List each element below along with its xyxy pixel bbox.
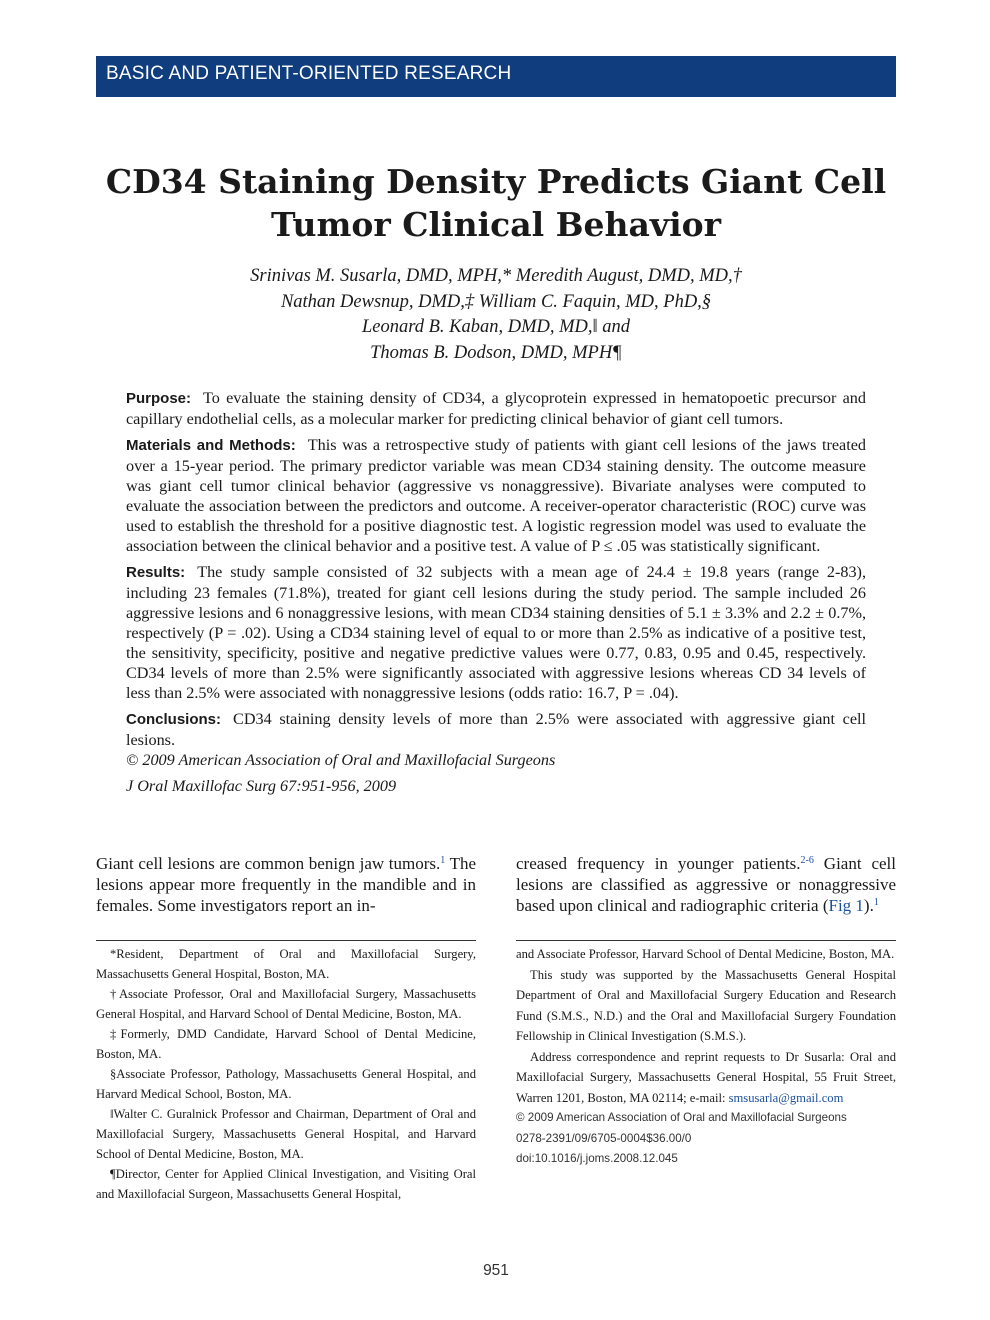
body-right-text-3: ). <box>863 896 874 915</box>
reference-link[interactable]: 1 <box>440 855 446 866</box>
footnote: §Associate Professor, Pathology, Massachusetts General Hospital, and Harvard Medical School, Boston, MA. <box>96 1067 476 1101</box>
figure-link[interactable]: Fig 1 <box>828 896 864 915</box>
body-column-left <box>96 853 476 916</box>
footnote-copyright: © 2009 American Association of Oral and Maxillofacial Surgeons <box>516 1111 847 1124</box>
section-banner-label: BASIC AND PATIENT-ORIENTED RESEARCH <box>106 63 512 84</box>
author-line-3: Leonard B. Kaban, DMD, MD,‖ and <box>361 317 631 337</box>
correspondence-text: Address correspondence and reprint requests to Dr Susarla: Oral and Maxillofacial Surgery, Massachusetts General Hospital, 55 Fruit Street, Warren 1201, Boston, MA 02114; e-mail: <box>516 1049 896 1105</box>
body-paragraph-left <box>96 853 476 916</box>
footnote-divider-right <box>516 940 896 941</box>
reference-link[interactable]: 2-6 <box>800 855 814 866</box>
body-left-text: Giant cell lesions are common benign jaw tumors. <box>96 854 441 873</box>
author-line-2: Nathan Dewsnup, DMD,‡ William C. Faquin, MD, PhD,§ <box>280 291 712 312</box>
footnote: †Associate Professor, Oral and Maxillofacial Surgery, Massachusetts General Hospital, and Harvard School of Dental Medicine, Boston, MA. <box>96 987 476 1021</box>
author-line-1: Srinivas M. Susarla, DMD, MPH,* Meredith August, DMD, MD,† <box>250 266 742 286</box>
conclusions-text: CD34 staining density levels of more than 2.5% were associated with aggressive giant cell lesions. <box>126 710 866 749</box>
author-list <box>96 264 896 366</box>
section-banner <box>96 56 896 97</box>
article-title-line-2: Tumor Clinical Behavior <box>270 205 722 244</box>
body-paragraph-right <box>516 853 896 916</box>
results-text: The study sample consisted of 32 subjects with a mean age of 24.4 ± 19.8 years (range 2-83), including 23 females (71.8%), treated for giant cell lesions during the study period. The sample included 26 aggressive lesions and 6 nonaggressive lesions, with mean CD34 staining densities of 5.1 ± 3.3% and 2.2 ± 0.7%, respectively (P = .02). Using a CD34 staining level of equal to or more than 2.5% as indicative of a positive test, the sensitivity, specificity, positive and negative predictive values were 0.77, 0.83, 0.95 and 0.45, respectively. CD34 levels of more than 2.5% were significantly associated with aggressive lesions whereas CD 34 levels of less than 2.5% were associated with nonaggressive lesions (odds ratio: 16.7, P = .04). <box>126 563 866 702</box>
footnote: *Resident, Department of Oral and Maxillofacial Surgery, Massachusetts General Hospital, Boston, MA. <box>96 947 476 981</box>
footnote: ¶Director, Center for Applied Clinical Investigation, and Visiting Oral and Maxillofacial Surgeon, Massachusetts General Hospital, <box>96 1167 476 1201</box>
abstract-copyright: © 2009 American Association of Oral and Maxillofacial Surgeons <box>126 751 556 769</box>
doi: doi:10.1016/j.joms.2008.12.045 <box>516 1152 678 1165</box>
methods-text: This was a retrospective study of patients with giant cell lesions of the jaws treated over a 15-year period. The primary predictor variable was mean CD34 staining density. The outcome measure was giant cell tumor clinical behavior (aggressive vs nonaggressive). Bivariate analyses were computed to evaluate the association between the predictors and outcome. A receiver-operator characteristic (ROC) curve was used to establish the threshold for a positive diagnostic test. A logistic regression model was used to evaluate the association between the clinical behavior and a positive test. A value of P ≤ .05 was statistically significant. <box>126 436 866 555</box>
reference-link[interactable]: 1 <box>873 897 879 908</box>
abstract-purpose <box>126 388 866 429</box>
methods-label: Materials and Methods: <box>126 437 296 454</box>
footnote-divider-left <box>96 940 476 941</box>
purpose-text: To evaluate the staining density of CD34, a glycoprotein expressed in hematopoetic precursor and capillary endothelial cells, as a molecular marker for predicting clinical behavior of giant cell tumors. <box>126 389 866 428</box>
abstract-citation: J Oral Maxillofac Surg 67:951-956, 2009 <box>126 777 397 795</box>
abstract-conclusions <box>126 709 866 750</box>
page-number: 951 <box>483 1262 509 1279</box>
body-right-text-2: Giant cell lesions are classified as aggressive or nonaggressive based upon clinical and radiographic criteria ( <box>516 854 896 915</box>
funding-note: This study was supported by the Massachusetts General Hospital Department of Oral and Maxillofacial Surgery Education and Research Fund (S.M.S., N.D.) and the Oral and Maxillofacial Surgery Foundation Fellowship in Clinical Investigation (S.M.S.). <box>516 967 896 1043</box>
abstract-results <box>126 562 866 703</box>
article-title <box>96 160 896 246</box>
body-right-text: creased frequency in younger patients. <box>516 854 801 873</box>
author-line-4: Thomas B. Dodson, DMD, MPH¶ <box>370 342 622 363</box>
article-title-line-1: CD34 Staining Density Predicts Giant Cell <box>105 162 887 201</box>
footnotes-left <box>96 944 476 1204</box>
conclusions-label: Conclusions: <box>126 711 222 728</box>
correspondence-note <box>516 1047 896 1109</box>
footnote-continuation: and Associate Professor, Harvard School of Dental Medicine, Boston, MA. <box>516 947 895 961</box>
abstract <box>126 388 866 802</box>
results-label: Results: <box>126 564 186 581</box>
body-left-text-2: The lesions appear more frequently in the mandible and in females. Some investigators report an in- <box>96 854 476 915</box>
body-column-right <box>516 853 896 916</box>
issn: 0278-2391/09/6705-0004$36.00/0 <box>516 1131 692 1145</box>
footnotes-right <box>516 944 896 1170</box>
email-link[interactable]: smsusarla@gmail.com <box>728 1090 844 1105</box>
purpose-label: Purpose: <box>126 390 192 407</box>
abstract-methods <box>126 435 866 556</box>
footnote: ‖Walter C. Guralnick Professor and Chairman, Department of Oral and Maxillofacial Surgery, Massachusetts General Hospital, and Harvard School of Dental Medicine, Boston, MA. <box>96 1107 476 1161</box>
footnote: ‡Formerly, DMD Candidate, Harvard School of Dental Medicine, Boston, MA. <box>96 1027 476 1061</box>
